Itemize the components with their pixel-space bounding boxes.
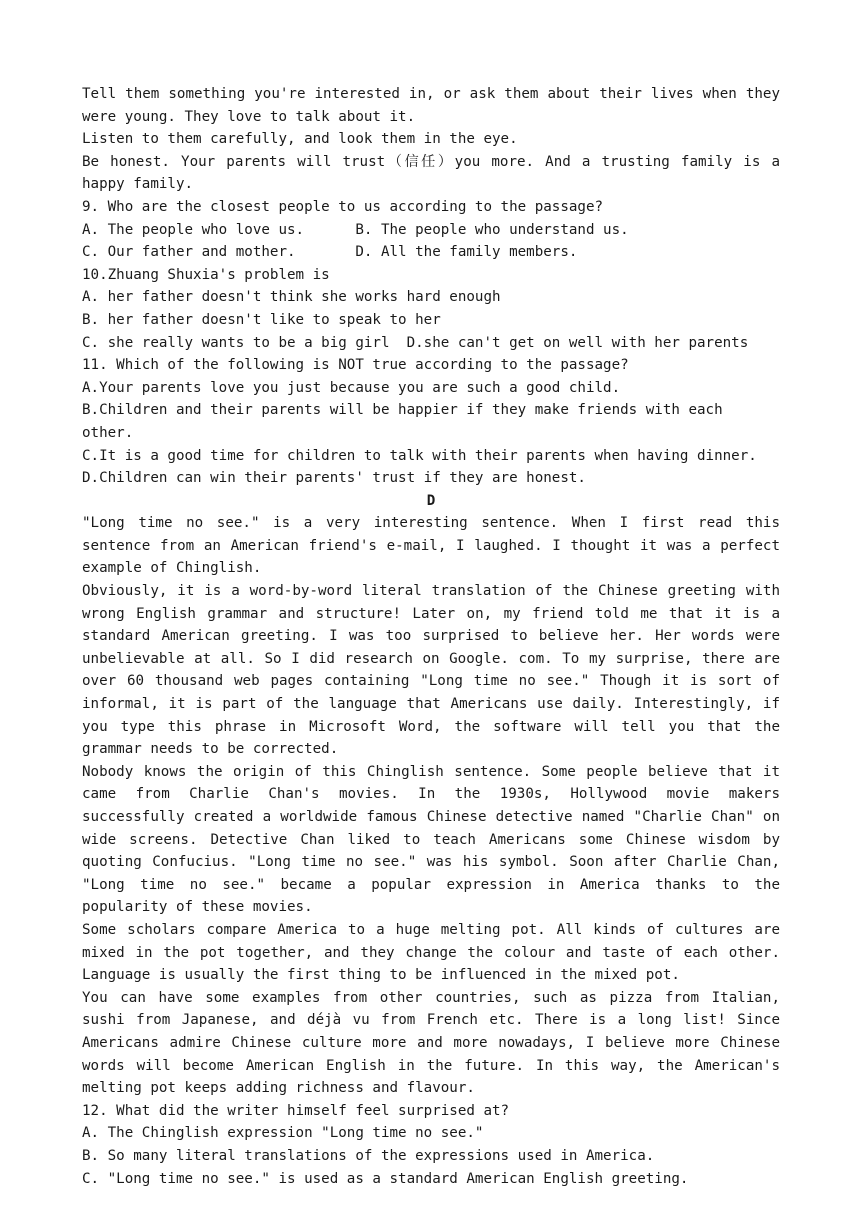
question-9	[82, 196, 780, 264]
intro-section	[82, 83, 789, 196]
question-12	[82, 1100, 780, 1190]
passage-paragraph: Nobody knows the origin of this Chinglish sentence. Some people believe that it came from Charlie Chan's movies. In the 1930s, Hollywood movie makers successfully created a worldwide famous Chinese detective named "Charlie Chan" on wide screens. Detective Chan liked to teach Americans some Chinese wisdom by quoting Confucius. "Long time no see." was his symbol. Soon after Charlie Chan, "Long time no see." became a popular expression in America thanks to the popularity of these movies.	[82, 763, 789, 916]
intro-paragraph: Tell them something you're interested in, or ask them about their lives when they were young. They love to talk about it.	[82, 86, 789, 125]
option-row: B. her father doesn't like to speak to her	[82, 311, 441, 328]
passage-paragraph: Obviously, it is a word-by-word literal translation of the Chinese greeting with wrong English grammar and structure! Later on, my friend told me that it is a standard American greeting. I was too surprised to believe her. Her words were unbelievable at all. So I did research on Google. com. To my surprise, there are over 60 thousand web pages containing "Long time no see." Though it is sort of informal, it is part of the language that Americans use daily. Interestingly, if you type this phrase in Microsoft Word, the software will tell you that the grammar needs to be corrected.	[82, 583, 789, 758]
option-row: B.Children and their parents will be happier if they make friends with each other.	[82, 402, 732, 441]
passage-paragraph: "Long time no see." is a very interesting sentence. When I first read this sentence from an American friend's e-mail, I laughed. I thought it was a perfect example of Chinglish.	[82, 515, 789, 577]
question-stem: 10.Zhuang Shuxia's problem is	[82, 266, 330, 283]
option-row: C. Our father and mother. D. All the family members.	[82, 244, 578, 261]
question-stem: 9. Who are the closest people to us according to the passage?	[82, 198, 604, 215]
section-heading: D	[426, 492, 436, 509]
question-stem: 11. Which of the following is NOT true according to the passage?	[82, 357, 629, 374]
option-row: A.Your parents love you just because you are such a good child.	[82, 379, 621, 396]
intro-paragraph: Listen to them carefully, and look them in the eye.	[82, 131, 518, 148]
option-row: D.Children can win their parents' trust if they are honest.	[82, 470, 586, 487]
option-row: C. she really wants to be a big girl D.she can't get on well with her parents	[82, 334, 749, 351]
option-row: C.It is a good time for children to talk with their parents when having dinner.	[82, 447, 757, 464]
option-row: A. The people who love us. B. The people who understand us.	[82, 221, 629, 238]
document-page	[82, 83, 789, 1190]
option-row: B. So many literal translations of the expressions used in America.	[82, 1147, 655, 1164]
passage-paragraph: You can have some examples from other countries, such as pizza from Italian, sushi from Japanese, and déjà vu from French etc. There is a long list! Since Americans admire Chinese culture more and more nowadays, I believe more Chinese words will become American English in the future. In this way, the American's melting pot keeps adding richness and flavour.	[82, 989, 789, 1097]
question-stem: 12. What did the writer himself feel surprised at?	[82, 1102, 510, 1119]
option-row: C. "Long time no see." is used as a standard American English greeting.	[82, 1170, 689, 1187]
passage-paragraph: Some scholars compare America to a huge melting pot. All kinds of cultures are mixed in the pot together, and they change the colour and taste of each other. Language is usually the first thing to be influenced in the mixed pot.	[82, 921, 789, 984]
question-10	[82, 264, 780, 354]
intro-paragraph: Be honest. Your parents will trust（信任）you more. And a trusting family is a happy family.	[82, 153, 789, 193]
reading-passage	[82, 512, 789, 1099]
option-row: A. her father doesn't think she works hard enough	[82, 289, 501, 306]
option-row: A. The Chinglish expression "Long time no see."	[82, 1125, 484, 1142]
question-11	[82, 354, 780, 490]
